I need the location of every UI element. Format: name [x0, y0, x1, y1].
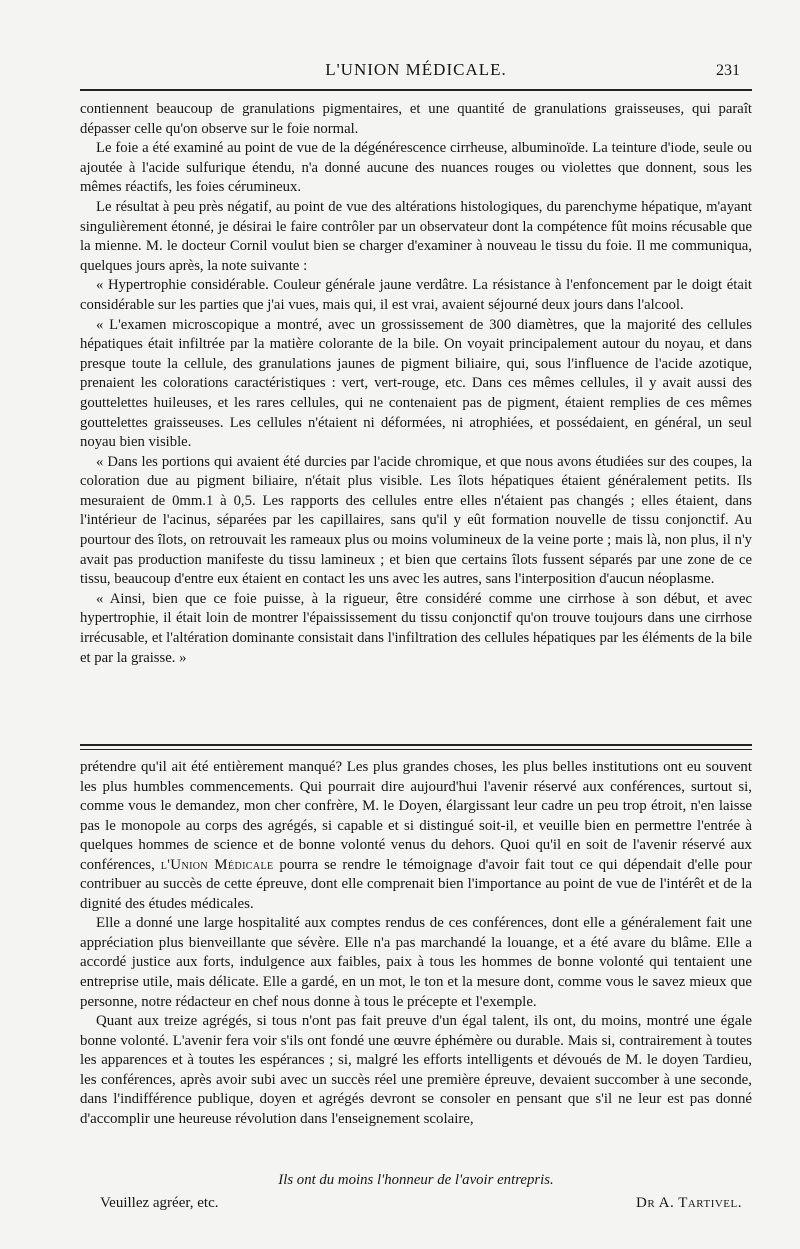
note-paragraph: Le foie a été examiné au point de vue de la dégénérescence cirrheuse, albuminoïde. La teinture d'iode, seule ou ajoutée à l'acide sulfurique étendu, n'a donné aucune des nuances rouges ou violettes que donnent, sous les mêmes réactifs, les foies cérumineux.	[80, 140, 752, 196]
closing	[100, 1195, 742, 1212]
quoted-paragraph: « Dans les portions qui avaient été durcies par l'acide chromique, et que nous avons étudiées sur des coupes, la coloration due au pigment biliaire, n'était plus visible. Les îlots hépatiques étaient généralement petits. Ils mesuraient de 0mm.1 à 0,5. Les rapports des cellules entre elles n'étaient pas changés ; elles étaient, dans l'intérieur de l'acinus, séparées par les capillaires, sans qu'il y eût formation nouvelle de tissu conjonctif. Au pourtour des îlots, on retrouvait les rameaux plus ou moins volumineux de la veine porte ; mais là, non plus, il n'y avait pas production manifeste du tissu lamineux ; et bien que certains îlots fussent séparés par une zone de ce tissu, beaucoup d'entre eux étaient en contact les uns avec les autres, sans l'interposition d'aucun néoplasme.	[80, 453, 752, 588]
quoted-paragraph: « Hypertrophie considérable. Couleur générale jaune verdâtre. La résistance à l'enfoncement par le doigt était considérable sur les parties que j'ai vues, mais qui, il est vrai, avaient séjourné deux jours dans l'alcool.	[80, 277, 752, 313]
journal-name: l'Union Médicale	[160, 856, 274, 873]
header-rule	[80, 89, 752, 91]
letter-paragraph: Elle a donné une large hospitalité aux comptes rendus de ces conférences, dont elle a généralement fait une appréciation plus bienveillante que sévère. Elle n'a pas marchandé la louange, et a été avare du blâme. Elle a accordé justice aux forts, indulgence aux faibles, paix à tous les hommes de bonne volonté qui tentaient une entreprise utile, mais délicate. Elle a gardé, en un mot, le ton et la mesure dont, comme vous le savez mieux que personne, notre rédacteur en chef nous donne à tous le précepte et l'exemple.	[80, 915, 752, 1010]
letter-text: prétendre qu'il ait été entièrement manqué? Les plus grandes choses, les plus belles institutions ont eu souvent les plus humbles commencements. Qui pourrait dire aujourd'hui l'avenir réservé aux conférences, surtout si, comme vous le demandez, mon cher confrère, M. le Doyen, élargissant leur cadre un peu trop étroit, n'en laisse pas le monopole au corps des agrégés, si capable et si distingué soit-il, et veuille bien en permettre l'entrée à quelques hommes de science et de bonne volonté venus du dehors. Quoi qu'il en soit de l'avenir réservé aux conférences,	[80, 759, 752, 873]
signature: Dr A. Tartivel.	[636, 1195, 742, 1211]
quoted-paragraph: « Ainsi, bien que ce foie puisse, à la rigueur, être considéré comme une cirrhose à son début, et avec hypertrophie, il était loin de montrer l'épaississement du tissu conjonctif qu'on trouve toujours dans une cirrhose irrécusable, et l'altération dominante consistait dans l'infiltration des cellules hépatiques par les éléments de la bile et par la graisse. »	[80, 590, 752, 666]
letter-paragraph	[80, 758, 752, 914]
letter-text: pourra se rendre le témoignage d'avoir fait tout ce qui dépendait d'elle pour contribuer au succès de cette épreuve, dont elle comprenait bien l'importance au point de vue de l'intérêt et de la dignité des études médicales.	[80, 856, 753, 912]
running-title: L'UNION MÉDICALE.	[325, 60, 507, 79]
case-note-section	[80, 100, 752, 668]
salutation: Veuillez agréer, etc.	[100, 1195, 219, 1211]
note-paragraph: Le résultat à peu près négatif, au point de vue des altérations histologiques, du parenchyme hépatique, m'ayant singulièrement étonné, je désirai le faire contrôler par un observateur dont la compétence fût moins récusable que la mienne. M. le docteur Cornil voulut bien se charger d'examiner à nouveau le tissu du foie. Il me communiqua, quelques jours après, la note suivante :	[80, 198, 752, 274]
page-number: 231	[716, 62, 740, 79]
quoted-paragraph: « L'examen microscopique a montré, avec un grossissement de 300 diamètres, que la majorité des cellules hépatiques était infiltrée par la matière colorante de la bile. On voyait principalement autour du noyau, et dans presque toute la cellule, des granulations jaunes de pigment biliaire, qui, sous l'influence de l'acide azotique, prenaient les colorations caractéristiques : vert, vert-rouge, etc. Dans ces mêmes cellules, il y avait aussi des gouttelettes huileuses, et les rares cellules, qui ne contenaient pas de pigment, étaient remplies de ces mêmes gouttelettes graisseuses. Les cellules n'étaient ni déformées, ni atrophiées, et possédaient, en général, un seul noyau bien visible.	[80, 316, 752, 451]
running-head	[80, 60, 752, 84]
section-divider	[80, 744, 752, 750]
letter-paragraph: Quant aux treize agrégés, si tous n'ont pas fait preuve d'un égal talent, ils ont, du moins, montré une égale bonne volonté. L'avenir fera voir s'ils ont fondé une œuvre éphémère ou durable. Mais si, contrairement à toutes les apparences et à toutes les espérances ; si, malgré les efforts intelligents et dévoués de M. le doyen Tardieu, les conférences, après avoir subi avec un succès réel une première épreuve, devaient succomber à une seconde, dans l'indifférence publique, doyen et agrégés devront se consoler en pensant que s'il ne leur est pas donné d'accomplir une heureuse révolution dans l'enseignement scolaire,	[80, 1013, 752, 1127]
motto-line: Ils ont du moins l'honneur de l'avoir entrepris.	[278, 1172, 554, 1188]
note-paragraph: contiennent beaucoup de granulations pigmentaires, et une quantité de granulations graisseuses, qui paraît dépasser celle qu'on observe sur le foie normal.	[80, 101, 752, 137]
letter-section	[80, 758, 752, 1129]
